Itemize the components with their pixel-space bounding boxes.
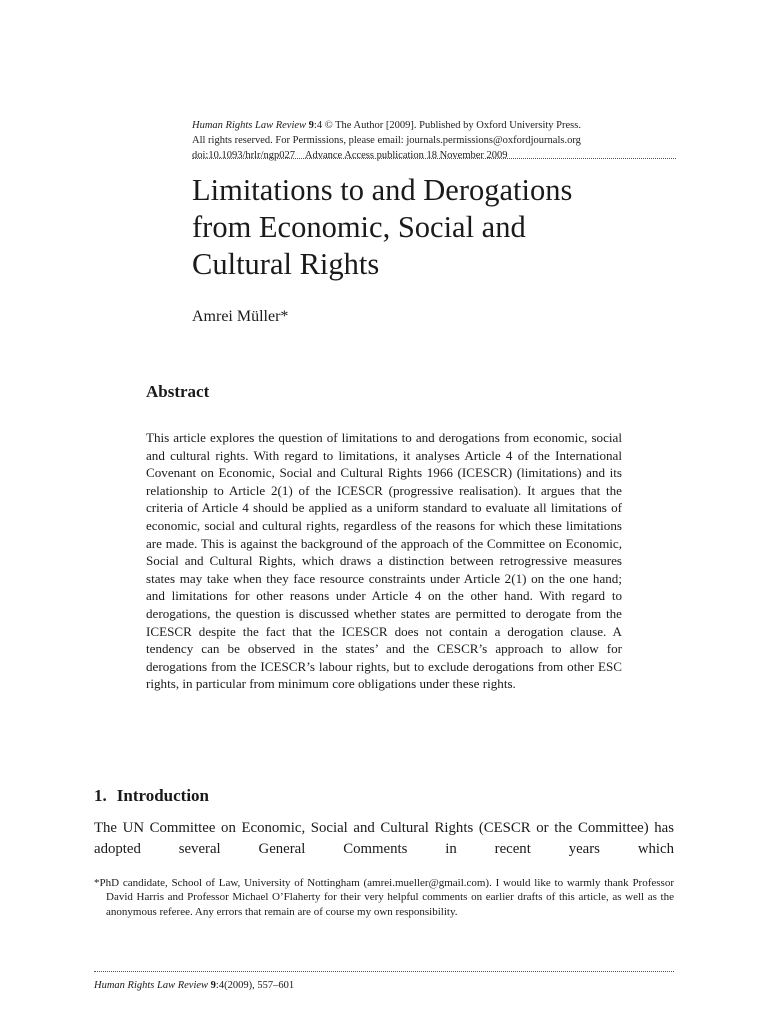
title-line-1: Limitations to and Derogations <box>192 173 573 207</box>
footer-divider <box>94 971 674 972</box>
journal-header <box>192 118 672 163</box>
journal-name: Human Rights Law Review <box>192 120 307 131</box>
section-number: 1. <box>94 786 107 805</box>
journal-footer <box>94 979 294 993</box>
header-line-2: All rights reserved. For Permissions, please email: journals.permissions@oxfordjournals.org <box>192 135 581 146</box>
copyright-notice: :4 © The Author [2009]. Published by Oxford University Press. <box>313 120 581 131</box>
footer-issue-pages: :4(2009), 557–601 <box>215 980 295 991</box>
section-heading-introduction <box>94 786 209 806</box>
header-divider <box>192 158 676 159</box>
header-line-3: doi:10.1093/hrlr/ngp027 Advance Access publication 18 November 2009 <box>192 150 508 161</box>
section-title: Introduction <box>116 786 210 805</box>
footer-journal-name: Human Rights Law Review <box>94 980 209 991</box>
title-line-3: Cultural Rights <box>192 247 380 281</box>
title-line-2: from Economic, Social and <box>192 210 526 244</box>
journal-volume: 9 <box>308 120 314 131</box>
footer-volume: 9 <box>210 980 216 991</box>
article-title <box>192 172 712 283</box>
abstract-text: This article explores the question of limitations to and derogations from economic, social and cultural rights. With regard to limitations, it analyses Article 4 of the International Covenant on Economic, Social and Cultural Rights 1966 (ICESCR) (limitations) and its relationship to Article 2(1) of the ICESCR (progressive realisation). It argues that the criteria of Article 4 should be applied as a uniform standard to evaluate all limitations of economic, social and cultural rights, regardless of the reasons for which these limitations are made. This is against the background of the approach of the Committee on Economic, Social and Cultural Rights, which draws a distinction between retrogressive measures states may take when they face resource constraints under Article 2(1) on the one hand; and limitations for other reasons under Article 4 on the other hand. With regard to derogations, the question is discussed whether states are permitted to derogate from the ICESCR despite the fact that the ICESCR does not contain a derogation clause. A tendency can be observed in the states’ and the CESCR’s approach to allow for derogations from the ICESCR’s labour rights, but to exclude derogations from other ESC rights, in particular from minimum core obligations under these rights. <box>146 430 622 692</box>
author-footnote: *PhD candidate, School of Law, University of Nottingham (amrei.mueller@gmail.com). I would like to warmly thank Professor David Harris and Professor Michael O’Flaherty for their very helpful comments on earlier drafts of this article, as well as the anonymous referee. Any errors that remain are of course my own responsibility. <box>94 877 674 918</box>
author-name: Amrei Müller* <box>192 308 289 325</box>
header-line-1 <box>192 118 672 133</box>
abstract-heading: Abstract <box>146 382 210 401</box>
introduction-text: The UN Committee on Economic, Social and Cultural Rights (CESCR or the Committee) has adopted several General Comments in recent years which <box>94 820 674 857</box>
